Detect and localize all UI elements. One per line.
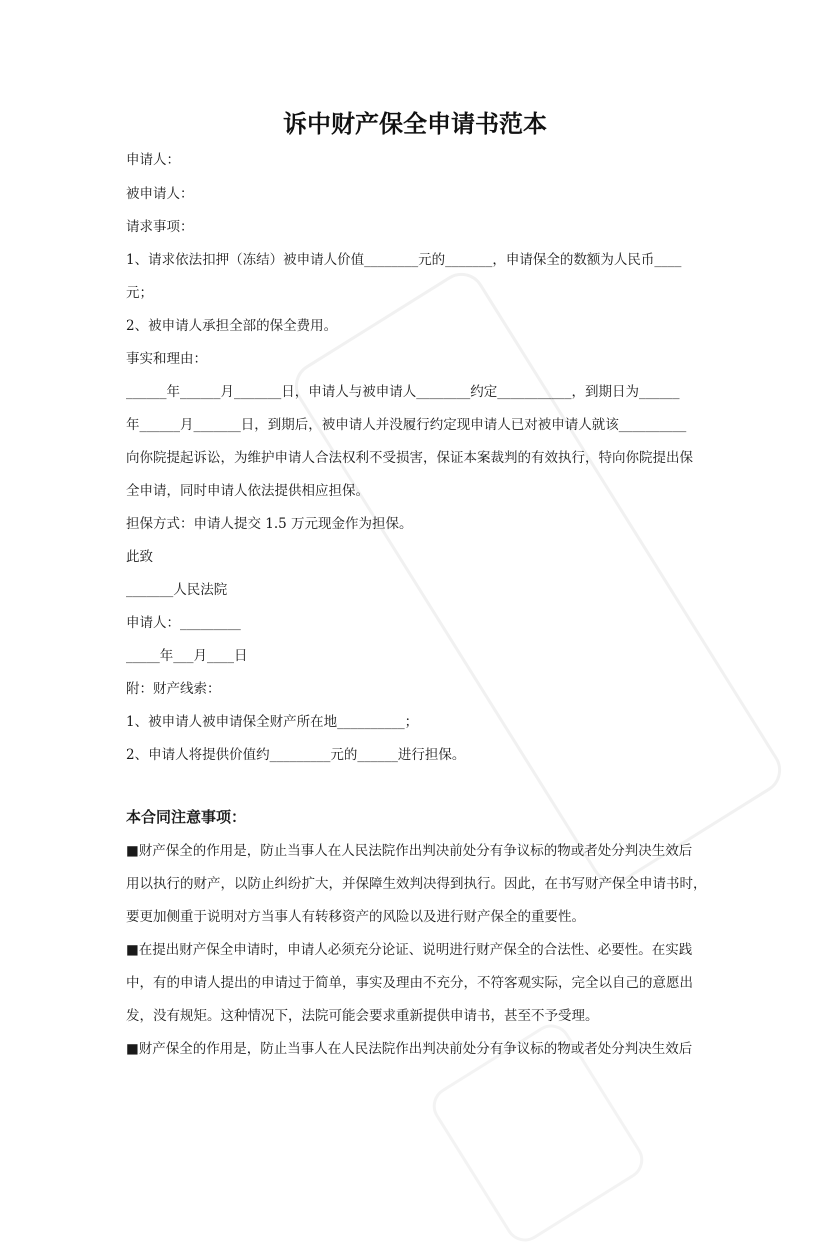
applicant-line: 申请人： [126, 152, 180, 168]
facts-line-1: ______年______月_______日，申请人与被申请人________约定___________，到期日为______ [126, 384, 680, 400]
facts-line-3: 向你院提起诉讼，为维护申请人合法权利不受损害，保证本案裁判的有效执行，特向你院提出保 [126, 450, 693, 466]
request-item-1: 1、请求依法扣押（冻结）被申请人价值________元的_______，申请保全的数额为人民币____ [126, 252, 682, 268]
date-line: _____年___月____日 [126, 648, 248, 664]
guarantee-line: 担保方式：申请人提交 1.5 万元现金作为担保。 [126, 516, 413, 532]
signature-line: 申请人：_________ [126, 615, 241, 631]
respondent-line: 被申请人： [126, 186, 194, 202]
document-title: 诉中财产保全申请书范本 [283, 110, 547, 138]
facts-line-2: 年______月_______日，到期后，被申请人并没履行约定现申请人已对被申请人就该__________ [126, 417, 687, 433]
note-line: ■财产保全的作用是，防止当事人在人民法院作出判决前处分有争议标的物或者处分判决生效后 [126, 1041, 693, 1057]
note-line: ■财产保全的作用是，防止当事人在人民法院作出判决前处分有争议标的物或者处分判决生效后 [126, 843, 693, 859]
notes-heading: 本合同注意事项： [126, 808, 247, 826]
note-line: 用以执行的财产，以防止纠纷扩大，并保障生效判决得到执行。因此，在书写财产保全申请书时， [126, 876, 707, 892]
note-line: 中，有的申请人提出的申请过于简单，事实及理由不充分，不符客观实际，完全以自己的意愿出 [126, 975, 693, 991]
request-item-2: 2、被申请人承担全部的保全费用。 [126, 318, 338, 334]
note-line: 发，没有规矩。这种情况下，法院可能会要求重新提供申请书，甚至不予受理。 [126, 1008, 599, 1024]
requests-label: 请求事项： [126, 219, 194, 235]
clue-item-1: 1、被申请人被申请保全财产所在地__________； [126, 714, 419, 730]
request-item-1-cont: 元； [126, 285, 153, 301]
clue-item-2: 2、申请人将提供价值约_________元的______进行担保。 [126, 747, 466, 763]
clues-label: 附：财产线索： [126, 681, 221, 697]
facts-label: 事实和理由： [126, 351, 207, 367]
facts-line-4: 全申请，同时申请人依法提供相应担保。 [126, 483, 369, 499]
salutation-line: 此致 [126, 549, 153, 565]
note-line: ■在提出财产保全申请时，申请人必须充分论证、说明进行财产保全的合法性、必要性。在实践 [126, 942, 693, 958]
note-line: 要更加侧重于说明对方当事人有转移资产的风险以及进行财产保全的重要性。 [126, 909, 585, 925]
court-line: _______人民法院 [126, 582, 228, 598]
